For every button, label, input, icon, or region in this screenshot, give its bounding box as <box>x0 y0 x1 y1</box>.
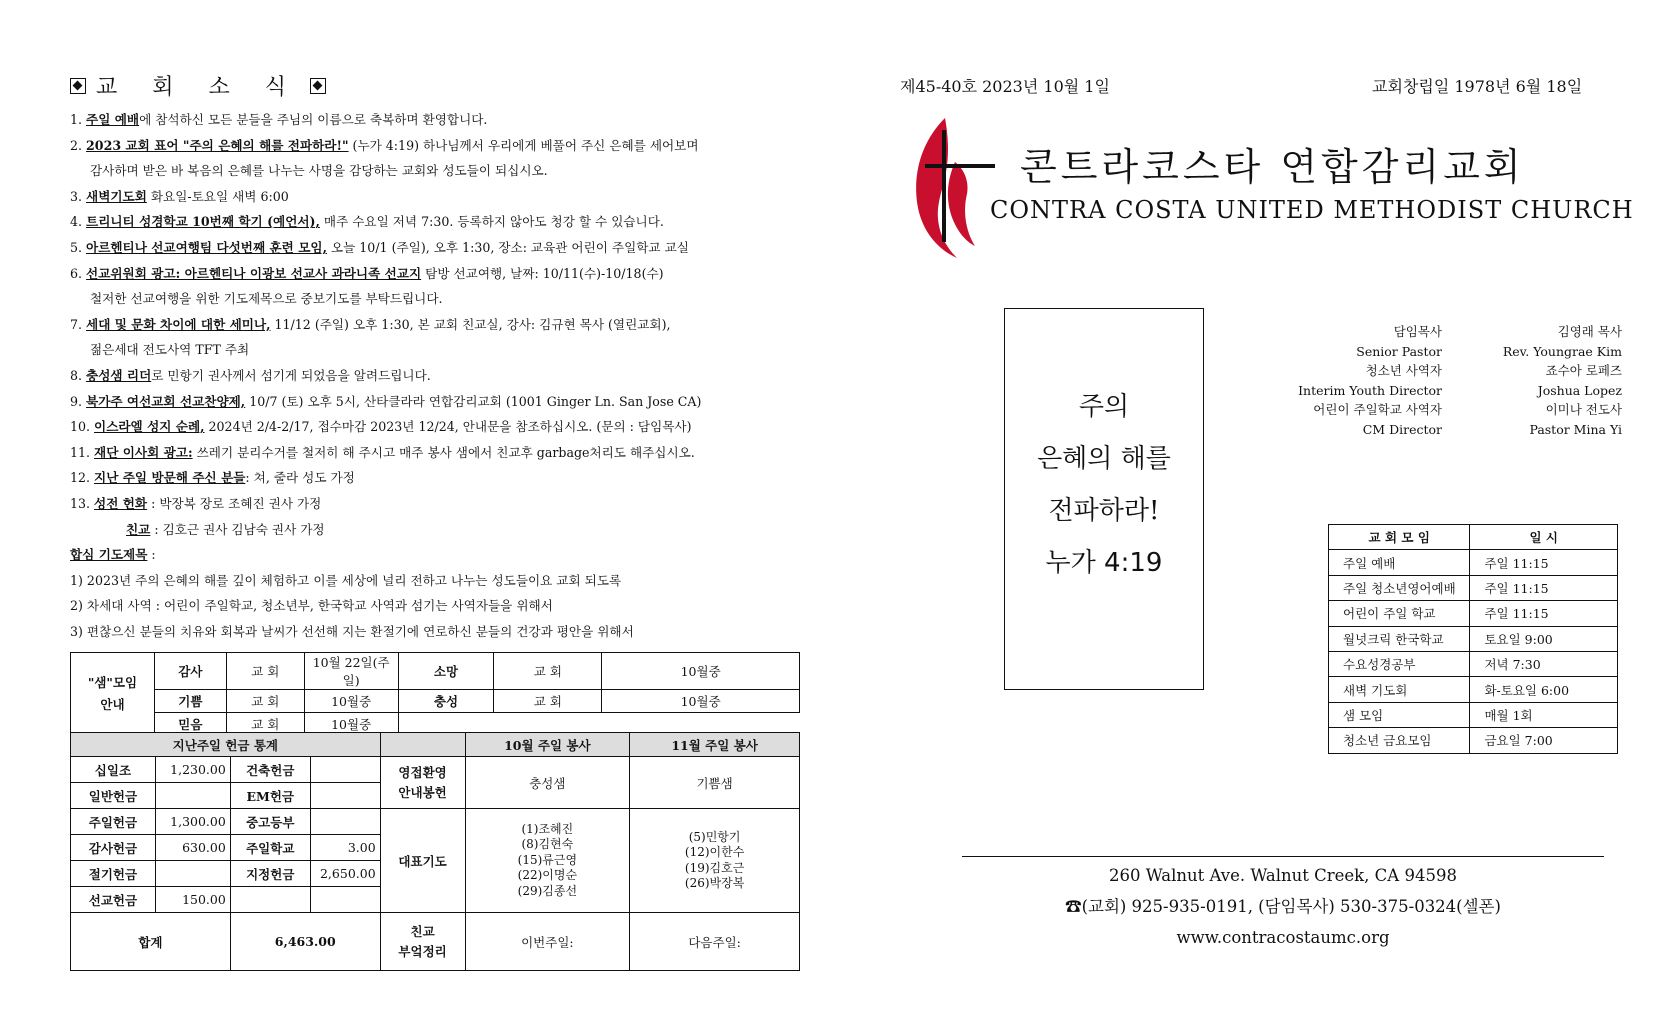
fellowship-label: 친교 부엌정리 <box>380 913 465 971</box>
schedule-time: 토요일 9:00 <box>1470 626 1618 651</box>
diamond-icon <box>70 78 86 94</box>
announcement-item <box>70 542 800 568</box>
offering-amount: 150.00 <box>155 887 230 913</box>
theme-box <box>1004 308 1204 690</box>
offering-label: 지정헌금 <box>230 861 310 887</box>
total-value: 6,463.00 <box>230 913 380 971</box>
offering-label: 선교헌금 <box>71 887 156 913</box>
announcement-text: : 쳐, 줄라 성도 가정 <box>245 470 355 486</box>
diamond-icon <box>310 78 326 94</box>
cell-group-name: 소망 <box>398 653 494 690</box>
announcement-text: 2024년 2/4-2/17, 접수마감 2023년 12/24, 안내문을 참조하십시오. (문의 : 담임목사) <box>204 419 692 435</box>
announcement-heading: 합심 기도제목 <box>70 547 148 563</box>
offering-amount: 1,300.00 <box>155 809 230 835</box>
announcement-heading: 성전 헌화 <box>94 495 148 511</box>
schedule-meeting: 수요성경공부 <box>1329 651 1470 676</box>
announcement-text: (누가 4:19) 하나님께서 우리에게 베풀어 주신 은혜를 세어보며 <box>348 137 699 153</box>
announcement-item <box>70 414 800 440</box>
schedule-meeting: 새벽 기도회 <box>1329 677 1470 702</box>
cell-group-label: "샘"모임 안내 <box>71 653 155 736</box>
announcement-number: 13. <box>70 495 91 511</box>
offering-label: 절기헌금 <box>71 861 156 887</box>
announcement-heading: 세대 및 문화 차이에 대한 세미나, <box>86 316 271 332</box>
offering-amount <box>310 887 380 913</box>
announcement-text: 10/7 (토) 오후 5시, 산타클라라 연합감리교회 (1001 Ginger Ln. San Jose CA) <box>245 393 702 409</box>
cell-group-date: 10월중 <box>304 690 398 713</box>
church-name-korean: 콘트라코스타 연합감리교회 <box>1020 145 1525 189</box>
schedule-time: 화-토요일 6:00 <box>1470 677 1618 702</box>
announcement-text: 11/12 (주일) 오후 1:30, 본 교회 친교실, 강사: 김규현 목사 (열린교회), <box>270 316 671 332</box>
announcement-heading: 주일 예배 <box>86 112 140 127</box>
announcement-item <box>70 209 800 235</box>
address-block <box>962 860 1604 953</box>
theme-line: 은혜의 해를 <box>1037 444 1171 474</box>
offering-label: 십일조 <box>71 757 156 783</box>
offering-amount <box>155 861 230 887</box>
announcement-heading: 선교위원회 광고: 아르헨티나 이광보 선교사 과라니족 선교지 <box>86 265 422 281</box>
staff-name: 김영래 목사 <box>1557 324 1622 339</box>
schedule-meeting: 주일 예배 <box>1329 550 1470 575</box>
schedule-header-time: 일 시 <box>1470 525 1618 550</box>
offering-amount <box>310 809 380 835</box>
staff-name: 이미나 전도사 <box>1545 402 1622 417</box>
announcement-text: 감사하며 받은 바 복음의 은혜를 나누는 사명을 감당하는 교회와 성도들이 되십시오. <box>90 163 548 179</box>
schedule-time: 저녁 7:30 <box>1470 651 1618 676</box>
schedule-header-meeting: 교 회 모 임 <box>1329 525 1470 550</box>
announcement-item <box>70 107 800 133</box>
cell-group-date: 10월중 <box>602 690 800 713</box>
announcement-number: 1. <box>70 112 83 127</box>
october-service-header: 10월 주일 봉사 <box>465 733 630 757</box>
offering-header: 지난주일 헌금 통계 <box>71 733 381 757</box>
announcement-item <box>70 619 800 645</box>
prayer-november <box>630 809 800 913</box>
staff-role: 청소년 사역자 <box>1365 363 1442 378</box>
announcement-text: : 김호근 권사 김남숙 권사 가정 <box>150 521 325 537</box>
schedule-meeting: 샘 모임 <box>1329 702 1470 727</box>
staff-role: CM Director <box>1362 421 1442 437</box>
announcement-text: 매주 수요일 저녁 7:30. 등록하지 않아도 청강 할 수 있습니다. <box>319 214 664 230</box>
cell-group-name: 기쁨 <box>154 690 226 713</box>
offering-label: 중고등부 <box>230 809 310 835</box>
schedule-meeting: 주일 청소년영어예배 <box>1329 575 1470 600</box>
cell-group-table <box>70 652 800 736</box>
announcement-text: 오늘 10/1 (주일), 오후 1:30, 장소: 교육관 어린이 주일학교 교실 <box>326 239 689 255</box>
november-service-header: 11월 주일 봉사 <box>630 733 800 757</box>
greeting-label: 영접환영 안내봉헌 <box>380 757 465 809</box>
offering-amount: 2,650.00 <box>310 861 380 887</box>
announcement-item <box>70 261 800 287</box>
schedule-meeting: 청소년 금요모임 <box>1329 728 1470 753</box>
announcement-text: 철저한 선교여행을 위한 기도제목으로 중보기도를 부탁드립니다. <box>90 291 443 307</box>
church-name-english: CONTRA COSTA UNITED METHODIST CHURCH <box>990 196 1634 224</box>
schedule-time: 주일 11:15 <box>1470 550 1618 575</box>
theme-line: 전파하라! <box>1048 496 1160 526</box>
theme-line: 주의 <box>1078 392 1130 422</box>
announcement-heading: 이스라엘 성지 순례, <box>94 419 205 435</box>
prayer-person: (26)박장복 <box>684 876 745 890</box>
issue-number: 제45-40호 2023년 10월 1일 <box>900 77 1110 96</box>
announcement-number: 2. <box>70 137 83 153</box>
announcement-text: 에 참석하신 모든 분들을 주님의 이름으로 축복하며 환영합니다. <box>139 112 488 127</box>
cell-group-date: 10월중 <box>304 713 398 736</box>
prayer-person: (19)김호근 <box>684 860 745 875</box>
cell-group-place: 교 회 <box>226 713 304 736</box>
staff-role: Senior Pastor <box>1356 343 1442 359</box>
announcement-text: 3) 편찮으신 분들의 치유와 회복과 날씨가 선선해 지는 환절기에 연로하신 분들의 건강과 평안을 위해서 <box>70 623 634 639</box>
offering-amount: 1,230.00 <box>155 757 230 783</box>
offering-table <box>70 732 800 971</box>
announcement-item <box>70 312 800 338</box>
divider <box>962 856 1604 857</box>
schedule-time: 주일 11:15 <box>1470 601 1618 626</box>
announcement-number: 5. <box>70 239 83 255</box>
announcement-item <box>70 389 800 415</box>
fellowship-november: 다음주일: <box>630 913 800 971</box>
staff-name: 죠수아 로페즈 <box>1545 363 1622 378</box>
announcement-heading: 충성샘 리더 <box>86 367 152 383</box>
announcements-heading: 교 회 소 식 <box>70 70 800 101</box>
announcement-number: 9. <box>70 393 83 409</box>
cell-group-name: 감사 <box>154 653 226 690</box>
announcement-text: : 박장복 장로 조혜진 권사 가정 <box>147 495 322 511</box>
founding-date: 교회창립일 1978년 6월 18일 <box>1372 77 1583 96</box>
phone: ☎(교회) 925-935-0191, (담임목사) 530-375-0324(셀폰) <box>1065 897 1501 916</box>
announcement-item <box>70 158 800 184</box>
announcement-heading: 북가주 여선교회 선교찬양제, <box>86 393 246 409</box>
prayer-person: (8)김현숙 <box>521 837 574 852</box>
schedule-table <box>1328 524 1618 754</box>
announcement-text: 탐방 선교여행, 날짜: 10/11(수)-10/18(수) <box>421 265 664 281</box>
announcement-heading: 친교 <box>126 521 151 537</box>
announcement-heading: 아르헨티나 선교여행팀 다섯번째 훈련 모임, <box>86 239 327 255</box>
address: 260 Walnut Ave. Walnut Creek, CA 94598 <box>1109 866 1457 885</box>
methodist-cross-flame-icon <box>905 110 995 260</box>
announcement-item <box>70 440 800 466</box>
offering-label: 건축헌금 <box>230 757 310 783</box>
announcement-number: 6. <box>70 265 83 281</box>
staff-role: Interim Youth Director <box>1298 382 1442 398</box>
announcement-text: 2) 차세대 사역 : 어린이 주일학교, 청소년부, 한국학교 사역과 섬기는 사역자들을 위해서 <box>70 598 553 614</box>
announcement-heading: 새벽기도회 <box>86 188 147 204</box>
cell-group-place: 교 회 <box>494 653 602 690</box>
announcement-item <box>70 363 800 389</box>
announcement-number: 7. <box>70 316 83 332</box>
theme-scripture: 누가 4:19 <box>1045 548 1163 578</box>
announcement-text: 화요일-토요일 새벽 6:00 <box>146 188 289 204</box>
announcement-text: : <box>147 547 156 563</box>
staff-table <box>1290 322 1622 439</box>
prayer-october <box>465 809 630 913</box>
schedule-time: 금요일 7:00 <box>1470 728 1618 753</box>
cell-group-date: 10월 22일(주일) <box>304 653 398 690</box>
offering-amount: 630.00 <box>155 835 230 861</box>
empty-header <box>380 733 465 757</box>
announcement-heading: 재단 이사회 광고: <box>94 444 193 460</box>
total-label: 합계 <box>71 913 231 971</box>
announcement-heading: 지난 주일 방문해 주신 분들 <box>94 470 246 486</box>
prayer-person: (5)민항기 <box>688 829 741 844</box>
prayer-person: (1)조혜진 <box>521 821 574 836</box>
prayer-person: (15)류근영 <box>517 852 578 867</box>
announcement-item <box>70 337 800 363</box>
schedule-time: 매월 1회 <box>1470 702 1618 727</box>
schedule-meeting: 어린이 주일 학교 <box>1329 601 1470 626</box>
cell-group-place: 교 회 <box>226 653 304 690</box>
greeting-november: 기쁨샘 <box>630 757 800 809</box>
cell-group-place: 교 회 <box>494 690 602 713</box>
staff-role: 담임목사 <box>1393 324 1442 339</box>
announcement-number: 3. <box>70 188 83 204</box>
cell-group-name: 충성 <box>398 690 494 713</box>
prayer-label: 대표기도 <box>380 809 465 913</box>
cell-group-name: 믿음 <box>154 713 226 736</box>
offering-amount <box>310 757 380 783</box>
offering-label: 일반헌금 <box>71 783 156 809</box>
offering-amount <box>155 783 230 809</box>
announcement-number: 11. <box>70 444 91 460</box>
announcement-heading: 트리니티 성경학교 10번째 학기 (예언서), <box>86 214 320 230</box>
prayer-person: (22)이명순 <box>517 868 578 883</box>
announcement-item <box>70 235 800 261</box>
offering-amount: 3.00 <box>310 835 380 861</box>
announcement-item <box>70 568 800 594</box>
offering-label: 주일헌금 <box>71 809 156 835</box>
prayer-person: (29)김종선 <box>517 883 578 898</box>
announcement-item <box>70 491 800 517</box>
announcement-item <box>70 286 800 312</box>
staff-role: 어린이 주일학교 사역자 <box>1313 402 1442 417</box>
cell-group-place: 교 회 <box>226 690 304 713</box>
announcement-heading: 2023 교회 표어 "주의 은혜의 해를 전파하라!" <box>86 137 349 153</box>
announcement-text: 로 민항기 권사께서 섬기게 되었음을 알려드립니다. <box>151 367 431 383</box>
announcement-list <box>70 107 800 644</box>
offering-label <box>230 887 310 913</box>
announcement-number: 4. <box>70 214 83 230</box>
staff-name: Rev. Youngrae Kim <box>1502 343 1622 359</box>
staff-name: Pastor Mina Yi <box>1529 421 1622 437</box>
announcement-item <box>70 465 800 491</box>
prayer-person: (12)이한수 <box>684 845 745 859</box>
announcement-number: 8. <box>70 367 83 383</box>
schedule-meeting: 월넛크릭 한국학교 <box>1329 626 1470 651</box>
announcements-section <box>70 70 800 644</box>
offering-label: 주일학교 <box>230 835 310 861</box>
announcement-item <box>70 517 800 543</box>
announcement-number: 10. <box>70 419 91 435</box>
announcement-text: 젊은세대 전도사역 TFT 주최 <box>90 342 250 358</box>
offering-label: EM헌금 <box>230 783 310 809</box>
announcement-item <box>70 133 800 159</box>
staff-name: Joshua Lopez <box>1537 382 1622 398</box>
fellowship-october: 이번주일: <box>465 913 630 971</box>
offering-amount <box>310 783 380 809</box>
schedule-time: 주일 11:15 <box>1470 575 1618 600</box>
announcement-item <box>70 184 800 210</box>
announcement-text: 쓰레기 분리수거를 철저히 해 주시고 매주 봉사 샘에서 친교후 garbage처리도 해주십시오. <box>192 444 695 460</box>
announcement-item <box>70 593 800 619</box>
greeting-october: 충성샘 <box>465 757 630 809</box>
offering-label: 감사헌금 <box>71 835 156 861</box>
announcement-number: 12. <box>70 470 91 486</box>
website-link[interactable]: www.contracostaumc.org <box>1176 928 1390 947</box>
cell-group-date: 10월중 <box>602 653 800 690</box>
announcement-text: 1) 2023년 주의 은혜의 해를 깊이 체험하고 이를 세상에 널리 전하고 나누는 성도들이요 교회 되도록 <box>70 572 622 588</box>
